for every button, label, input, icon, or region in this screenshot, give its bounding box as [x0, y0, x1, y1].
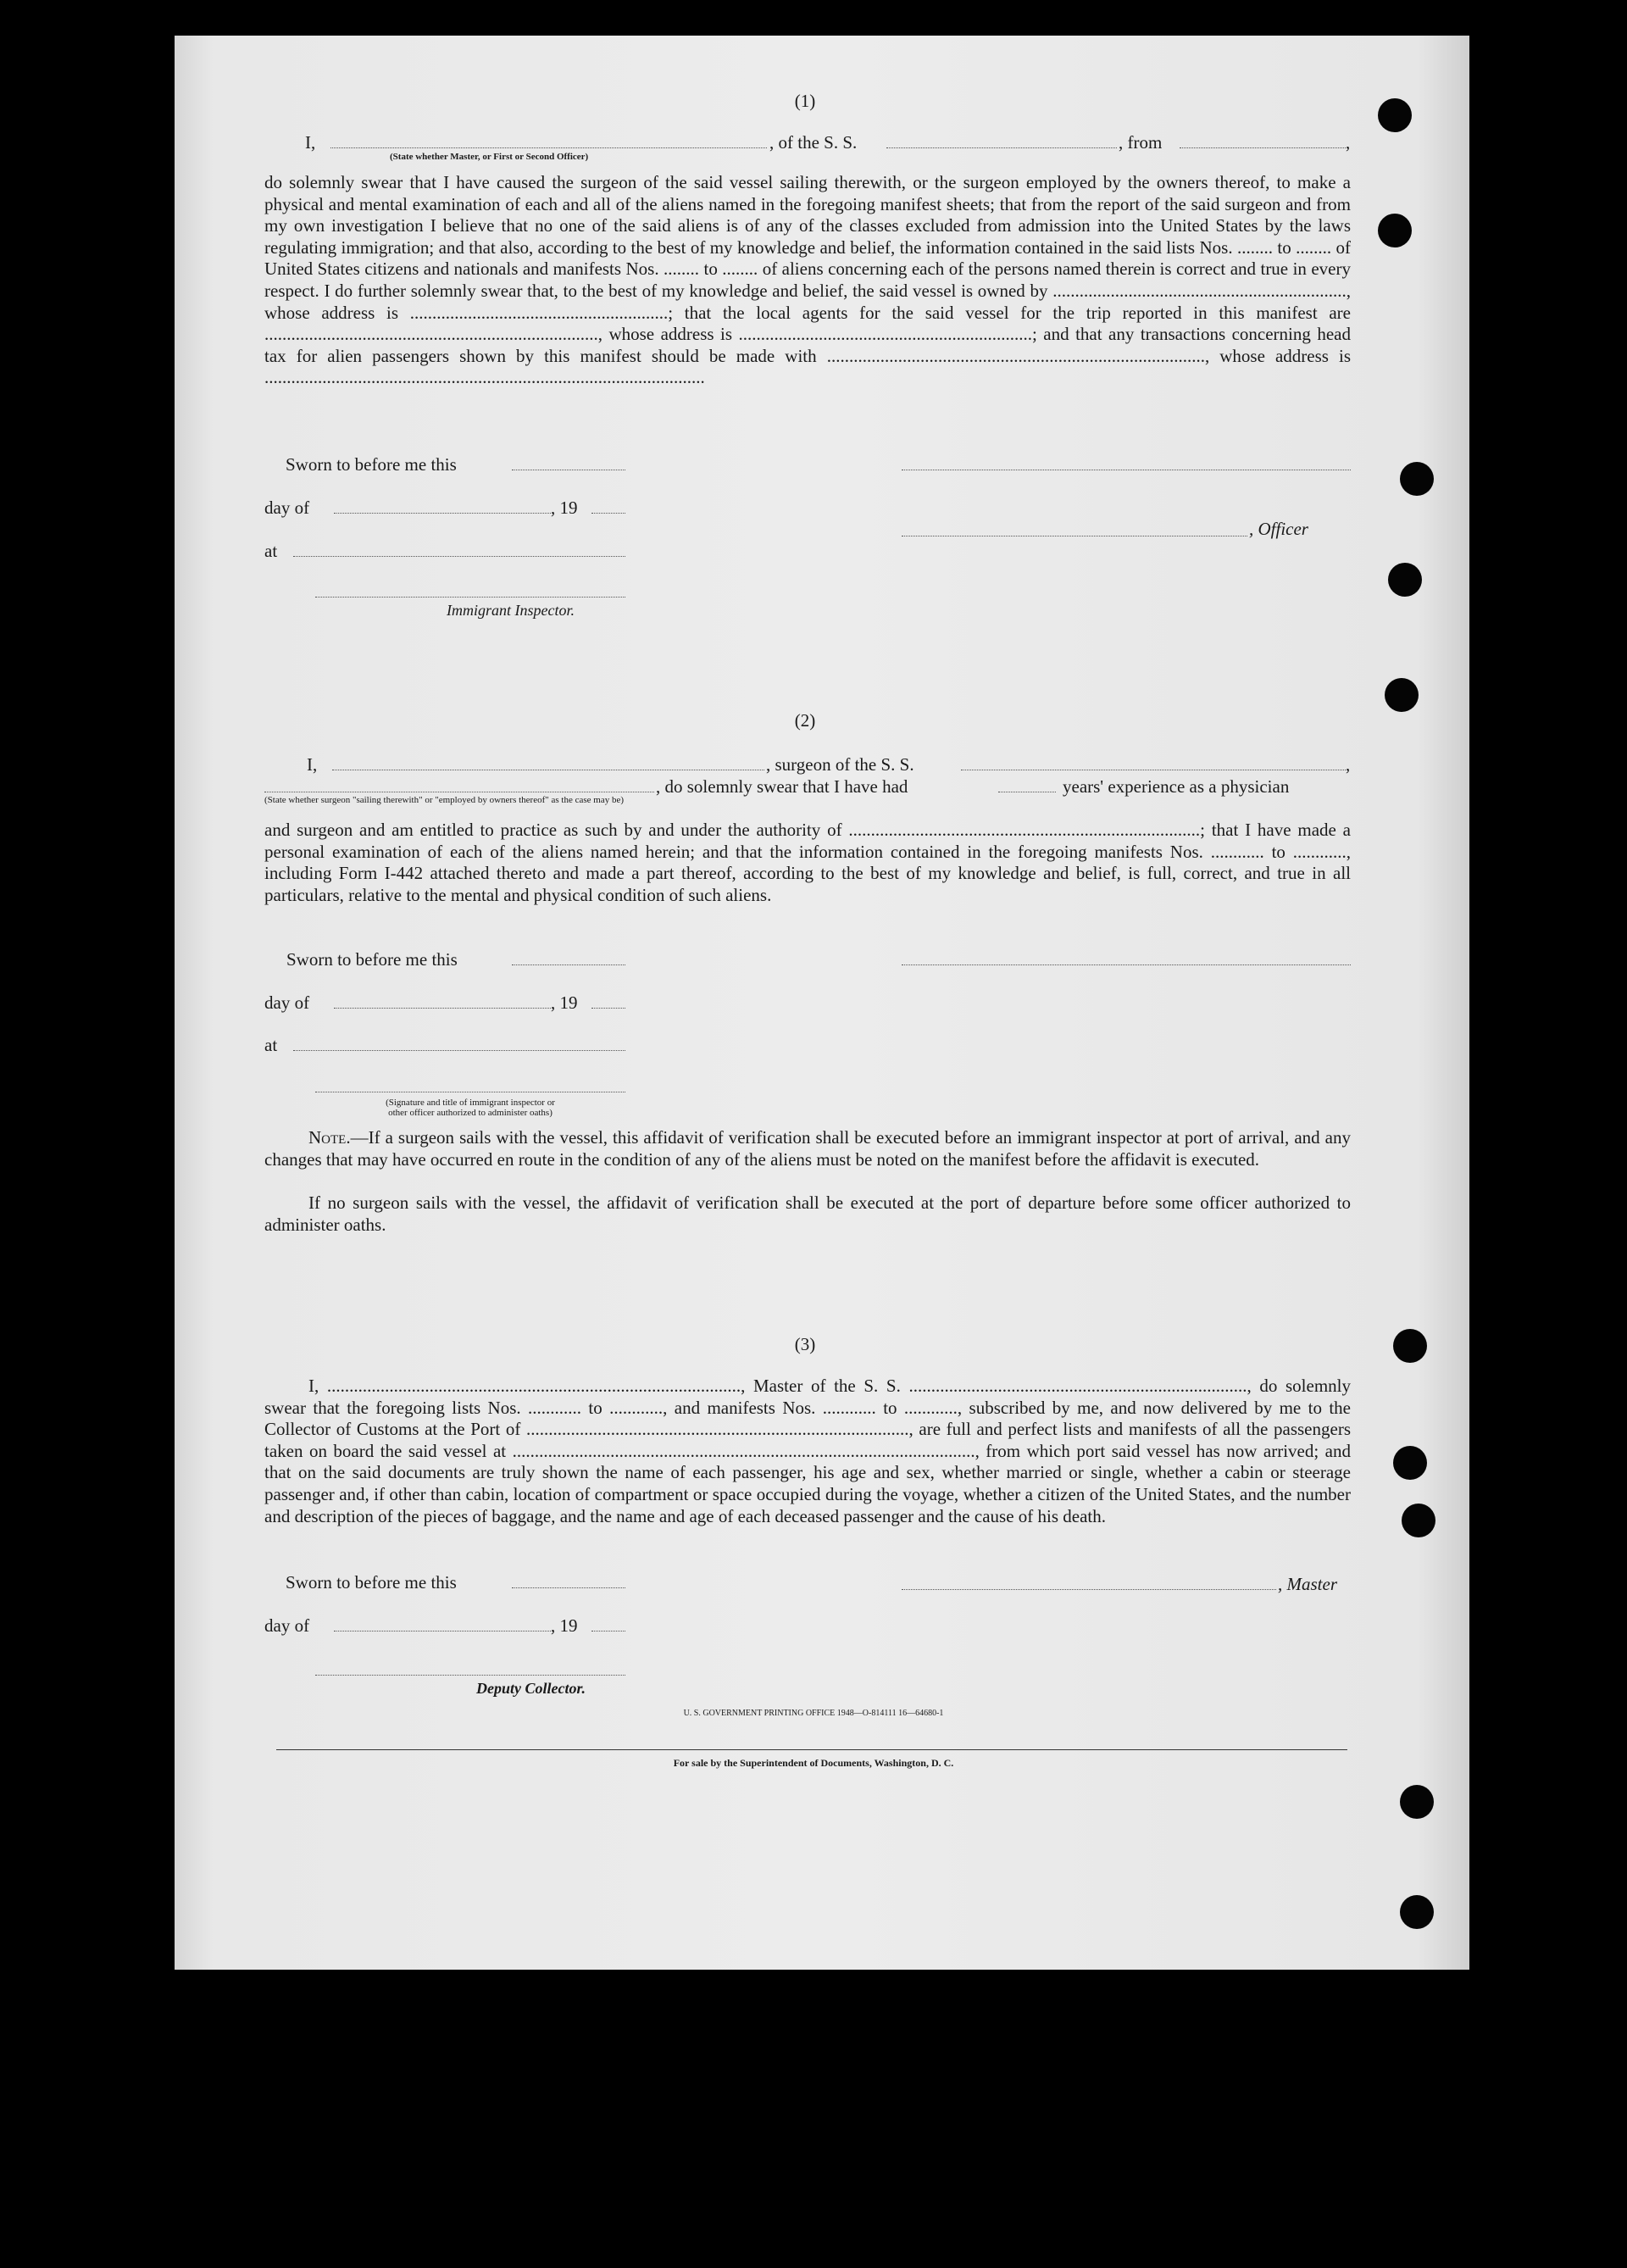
- year-label-1: , 19: [551, 498, 578, 518]
- master-signature-field[interactable]: [902, 1589, 1276, 1590]
- day-of-label-1: day of: [264, 498, 310, 518]
- year-label-3: , 19: [551, 1615, 578, 1636]
- vessel-name-field[interactable]: [886, 147, 1117, 148]
- master-label: , Master: [1278, 1574, 1337, 1594]
- of-ss-label: , of the S. S.: [769, 132, 858, 153]
- signature-caption-line-1: (Signature and title of immigrant inspector or: [386, 1098, 555, 1108]
- punch-hole: [1378, 98, 1412, 132]
- at-label-2: at: [264, 1035, 278, 1055]
- punch-hole: [1393, 1446, 1427, 1480]
- section-1-intro: I,: [305, 132, 316, 153]
- day-of-label-3: day of: [264, 1615, 310, 1636]
- punch-hole: [1400, 1785, 1434, 1819]
- punch-hole: [1388, 563, 1422, 597]
- surgeon-of-label: , surgeon of the S. S.: [766, 754, 914, 775]
- day-of-field-1[interactable]: [334, 513, 551, 514]
- section-2-intro: I,: [307, 754, 318, 775]
- section-2-number: (2): [794, 710, 816, 731]
- from-label: , from: [1119, 132, 1163, 153]
- inspector-caption: Immigrant Inspector.: [447, 602, 575, 619]
- section-3-number: (3): [794, 1334, 816, 1354]
- surgeon-signature-field[interactable]: [902, 964, 1351, 965]
- section-3-oath-text: I, ............................................................................................., Master of the S. S. ............................................................................, do solemnly swear that the foregoing lists Nos. ............ to ............, and manifests Nos. ............ to ............, subscribed by me, and now delivered by me to the Collector of Customs at the Port of ......................................................................................, are full and perfect lists and manifests of all the passengers taken on board the said vessel at ........................................................................................................, from which port said vessel has now arrived; and that on the said documents are truly shown the name of each passenger, his age and sex, whether married or single, whether a cabin or steerage passenger and, if other than cabin, location of compartment or space occupied during the voyage, whether a citizen of the United States, and the number and description of the pieces of baggage, and the name and age of each deceased passenger and the cause of his death.: [264, 1376, 1351, 1526]
- note-text-2: If no surgeon sails with the vessel, the affidavit of verification shall be executed at the port of departure before some officer authorized to administer oaths.: [264, 1192, 1351, 1235]
- officer-field[interactable]: [330, 147, 767, 148]
- note-paragraph: [264, 1127, 1351, 1170]
- officer-caption: (State whether Master, or First or Second Officer): [390, 152, 589, 162]
- from-port-field[interactable]: [1180, 147, 1346, 148]
- sworn-label-1: Sworn to before me this: [286, 454, 457, 475]
- year-field-2[interactable]: [591, 1008, 625, 1009]
- section-1-oath-text: do solemnly swear that I have caused the surgeon of the said vessel sailing therewith, or the surgeon employed by the owners thereof, to make a physical and mental examination of each and all of the aliens named in the foregoing manifest sheets; that from the report of the said surgeon and from my own investigation I believe that no one of the said aliens is of any of the classes excluded from admission into the United States by the laws regulating immigration; and that also, according to the best of my knowledge and belief, the information contained in the said lists Nos. ........ to ........ of United States citizens and nationals and manifests Nos. ........ to ........ of aliens concerning each of the persons named therein is correct and true in every respect. I do further solemnly swear that, to the best of my knowledge and belief, the said vessel is owned by .................................................................., whose address is ..........................................................; that the local agents for the said vessel for the trip reported in this manifest are ..........................................................................., whose address is ..................................................................; and that any transactions concerning head tax for alien passengers shown by this manifest should be made with ....................................................................................., whose address is ...................................................................................................: [264, 172, 1351, 388]
- collector-signature-field[interactable]: [315, 1675, 625, 1676]
- punch-hole: [1385, 678, 1419, 712]
- officer-label: , Officer: [1249, 519, 1308, 539]
- solemnly-label: , do solemnly swear that I have had: [656, 776, 908, 797]
- surgeon-caption: (State whether surgeon "sailing therewith" or "employed by owners thereof" as the case may be): [264, 795, 625, 805]
- note-paragraph-2: [264, 1192, 1351, 1236]
- comma: ,: [1346, 754, 1351, 775]
- years-label: years' experience as a physician: [1063, 776, 1290, 797]
- day-of-field-3[interactable]: [334, 1631, 551, 1632]
- inspector-signature-field[interactable]: [315, 597, 625, 598]
- at-field-1[interactable]: [293, 556, 625, 557]
- punch-hole: [1400, 462, 1434, 496]
- year-field-1[interactable]: [591, 513, 625, 514]
- punch-hole: [1393, 1329, 1427, 1363]
- day-of-field-2[interactable]: [334, 1008, 551, 1009]
- note-text-1: —If a surgeon sails with the vessel, this affidavit of verification shall be executed before an immigrant inspector at port of arrival, and any changes that may have occurred en route in the condition of any of the aliens must be noted on the manifest before the affidavit is executed.: [264, 1127, 1351, 1170]
- sworn-label-3: Sworn to before me this: [286, 1572, 457, 1593]
- at-field-2[interactable]: [293, 1050, 625, 1051]
- sworn-date-field-2[interactable]: [512, 964, 625, 965]
- signature-caption-line-2: other officer authorized to administer oaths): [388, 1108, 553, 1118]
- year-label-2: , 19: [551, 992, 578, 1013]
- section-1-number: (1): [794, 91, 816, 111]
- punch-hole: [1378, 214, 1412, 247]
- sworn-label-2: Sworn to before me this: [286, 949, 458, 970]
- punch-hole: [1402, 1504, 1435, 1537]
- comma: ,: [1346, 132, 1351, 153]
- sale-notice: For sale by the Superintendent of Documents, Washington, D. C.: [673, 1757, 954, 1769]
- note-label: Note.: [308, 1127, 351, 1148]
- printing-office-imprint: U. S. GOVERNMENT PRINTING OFFICE 1948—O-814111 16—64680-1: [683, 1709, 944, 1718]
- year-field-3[interactable]: [591, 1631, 625, 1632]
- punch-hole: [1400, 1895, 1434, 1929]
- day-of-label-2: day of: [264, 992, 310, 1013]
- footer-rule: [276, 1749, 1347, 1750]
- section-2-oath-text: and surgeon and am entitled to practice as such by and under the authority of ...............................................................................; that I have made a personal examination of each of the aliens named herein; and that the information contained in the foregoing manifests Nos. ............ to ............, including Form I-442 attached thereto and made a part thereof, according to the best of my knowledge and belief, is full, correct, and true in all particulars, relative to the mental and physical condition of such aliens.: [264, 820, 1351, 905]
- at-label-1: at: [264, 541, 278, 561]
- collector-caption: Deputy Collector.: [476, 1680, 586, 1697]
- sworn-date-field-3[interactable]: [512, 1587, 625, 1588]
